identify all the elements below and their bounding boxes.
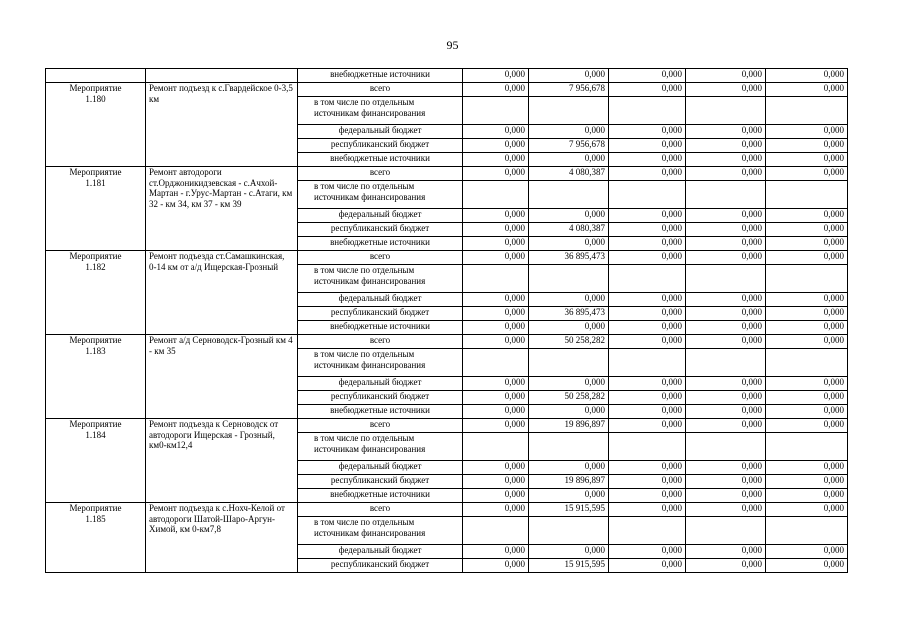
value-cell xyxy=(766,349,848,377)
funding-source: внебюджетные источники xyxy=(298,489,463,503)
value-cell xyxy=(686,265,766,293)
value-cell: 0,000 xyxy=(609,83,686,97)
funding-source: в том числе по отдельным источникам финансирования xyxy=(298,181,463,209)
value-cell: 0,000 xyxy=(609,209,686,223)
value-cell: 0,000 xyxy=(609,139,686,153)
value-cell: 50 258,282 xyxy=(529,335,609,349)
value-cell: 0,000 xyxy=(529,125,609,139)
event-label: Мероприятие xyxy=(69,167,122,177)
event-cell xyxy=(46,69,146,83)
value-cell: 0,000 xyxy=(463,461,529,475)
value-cell: 0,000 xyxy=(686,69,766,83)
value-cell: 0,000 xyxy=(686,125,766,139)
value-cell xyxy=(766,265,848,293)
value-cell: 0,000 xyxy=(686,209,766,223)
event-cell xyxy=(46,335,146,419)
value-cell: 0,000 xyxy=(686,405,766,419)
value-cell: 0,000 xyxy=(766,419,848,433)
value-cell: 0,000 xyxy=(766,461,848,475)
value-cell xyxy=(463,433,529,461)
value-cell: 0,000 xyxy=(463,377,529,391)
value-cell: 0,000 xyxy=(766,335,848,349)
value-cell: 0,000 xyxy=(766,237,848,251)
value-cell: 15 915,595 xyxy=(529,503,609,517)
value-cell: 4 080,387 xyxy=(529,167,609,181)
value-cell: 0,000 xyxy=(529,405,609,419)
value-cell xyxy=(686,433,766,461)
value-cell xyxy=(609,265,686,293)
value-cell: 0,000 xyxy=(766,307,848,321)
value-cell: 0,000 xyxy=(463,139,529,153)
value-cell: 0,000 xyxy=(766,405,848,419)
funding-source: в том числе по отдельным источникам финансирования xyxy=(298,265,463,293)
funding-source: федеральный бюджет xyxy=(298,545,463,559)
value-cell xyxy=(686,349,766,377)
value-cell: 0,000 xyxy=(686,251,766,265)
funding-source: внебюджетные источники xyxy=(298,153,463,167)
value-cell: 0,000 xyxy=(463,419,529,433)
funding-source: федеральный бюджет xyxy=(298,209,463,223)
funding-row xyxy=(46,503,848,517)
value-cell: 0,000 xyxy=(463,475,529,489)
event-number: 1.181 xyxy=(85,177,106,188)
value-cell: 0,000 xyxy=(609,405,686,419)
event-name: Ремонт подъезд к с.Гвардейское 0-3,5 км xyxy=(146,83,298,167)
value-cell: 0,000 xyxy=(609,307,686,321)
funding-source: республиканский бюджет xyxy=(298,139,463,153)
value-cell: 0,000 xyxy=(686,307,766,321)
funding-source: федеральный бюджет xyxy=(298,125,463,139)
value-cell: 15 915,595 xyxy=(529,559,609,573)
value-cell: 0,000 xyxy=(766,559,848,573)
funding-source: в том числе по отдельным источникам финансирования xyxy=(298,433,463,461)
value-cell: 0,000 xyxy=(609,475,686,489)
funding-source: в том числе по отдельным источникам финансирования xyxy=(298,349,463,377)
funding-source: республиканский бюджет xyxy=(298,307,463,321)
value-cell: 0,000 xyxy=(463,153,529,167)
value-cell: 0,000 xyxy=(463,489,529,503)
continuation-row xyxy=(46,69,848,83)
value-cell: 0,000 xyxy=(463,335,529,349)
value-cell: 0,000 xyxy=(463,405,529,419)
table-body xyxy=(46,69,848,573)
value-cell: 0,000 xyxy=(463,125,529,139)
value-cell: 0,000 xyxy=(766,391,848,405)
value-cell: 0,000 xyxy=(766,251,848,265)
value-cell: 7 956,678 xyxy=(529,139,609,153)
event-cell xyxy=(46,503,146,573)
value-cell xyxy=(463,97,529,125)
value-cell: 0,000 xyxy=(463,293,529,307)
value-cell: 0,000 xyxy=(609,545,686,559)
value-cell: 0,000 xyxy=(463,251,529,265)
event-name: Ремонт подъезда к Серноводск от автодороги Ищерская - Грозный, км0-км12,4 xyxy=(146,419,298,503)
funding-row xyxy=(46,167,848,181)
value-cell: 0,000 xyxy=(766,153,848,167)
funding-source: федеральный бюджет xyxy=(298,293,463,307)
value-cell: 0,000 xyxy=(463,559,529,573)
value-cell: 0,000 xyxy=(609,461,686,475)
funding-source-cell: внебюджетные источники xyxy=(298,69,463,83)
event-number: 1.185 xyxy=(85,513,106,524)
funding-source: всего xyxy=(298,335,463,349)
value-cell: 0,000 xyxy=(609,153,686,167)
event-number: 1.180 xyxy=(85,93,106,104)
value-cell: 0,000 xyxy=(463,69,529,83)
event-label: Мероприятие xyxy=(69,251,122,261)
value-cell: 0,000 xyxy=(766,223,848,237)
value-cell xyxy=(686,181,766,209)
funding-source: всего xyxy=(298,503,463,517)
value-cell: 0,000 xyxy=(529,545,609,559)
event-cell xyxy=(46,251,146,335)
value-cell xyxy=(766,517,848,545)
value-cell xyxy=(529,433,609,461)
value-cell xyxy=(529,265,609,293)
value-cell: 0,000 xyxy=(686,391,766,405)
value-cell: 0,000 xyxy=(609,293,686,307)
funding-source: внебюджетные источники xyxy=(298,321,463,335)
value-cell: 0,000 xyxy=(686,167,766,181)
value-cell: 0,000 xyxy=(686,335,766,349)
funding-source: федеральный бюджет xyxy=(298,377,463,391)
value-cell: 7 956,678 xyxy=(529,83,609,97)
value-cell xyxy=(529,97,609,125)
value-cell xyxy=(766,433,848,461)
value-cell xyxy=(609,97,686,125)
value-cell: 0,000 xyxy=(463,391,529,405)
value-cell: 0,000 xyxy=(463,321,529,335)
value-cell: 19 896,897 xyxy=(529,475,609,489)
value-cell xyxy=(766,181,848,209)
value-cell: 0,000 xyxy=(463,83,529,97)
funding-source: всего xyxy=(298,251,463,265)
value-cell: 0,000 xyxy=(766,139,848,153)
event-label: Мероприятие xyxy=(69,419,122,429)
value-cell: 0,000 xyxy=(686,237,766,251)
funding-source: республиканский бюджет xyxy=(298,391,463,405)
value-cell xyxy=(529,349,609,377)
value-cell: 0,000 xyxy=(686,503,766,517)
funding-source: всего xyxy=(298,167,463,181)
value-cell: 0,000 xyxy=(686,489,766,503)
value-cell: 0,000 xyxy=(609,237,686,251)
value-cell: 0,000 xyxy=(609,391,686,405)
value-cell xyxy=(609,181,686,209)
value-cell: 0,000 xyxy=(609,503,686,517)
value-cell: 0,000 xyxy=(766,69,848,83)
value-cell xyxy=(686,517,766,545)
value-cell: 0,000 xyxy=(609,335,686,349)
value-cell: 0,000 xyxy=(686,461,766,475)
value-cell: 0,000 xyxy=(609,377,686,391)
value-cell: 36 895,473 xyxy=(529,307,609,321)
value-cell xyxy=(463,517,529,545)
value-cell: 0,000 xyxy=(463,223,529,237)
funding-row xyxy=(46,335,848,349)
funding-source: всего xyxy=(298,419,463,433)
value-cell xyxy=(463,265,529,293)
budget-table xyxy=(45,68,848,573)
value-cell: 0,000 xyxy=(686,223,766,237)
event-label: Мероприятие xyxy=(69,335,122,345)
funding-source: в том числе по отдельным источникам финансирования xyxy=(298,517,463,545)
event-number: 1.182 xyxy=(85,261,106,272)
value-cell: 0,000 xyxy=(609,559,686,573)
funding-source: республиканский бюджет xyxy=(298,475,463,489)
value-cell: 0,000 xyxy=(766,209,848,223)
value-cell: 0,000 xyxy=(686,559,766,573)
funding-row xyxy=(46,83,848,97)
funding-source: всего xyxy=(298,83,463,97)
value-cell xyxy=(529,181,609,209)
value-cell: 4 080,387 xyxy=(529,223,609,237)
value-cell: 0,000 xyxy=(686,321,766,335)
value-cell: 0,000 xyxy=(529,69,609,83)
value-cell: 0,000 xyxy=(463,307,529,321)
funding-source: внебюджетные источники xyxy=(298,237,463,251)
value-cell: 0,000 xyxy=(529,293,609,307)
event-name: Ремонт автодороги ст.Орджоникидзевская - с.Ачхой-Мартан - г.Урус-Мартан - с.Атаги, км 32 - км 34, км 37 - км 39 xyxy=(146,167,298,251)
funding-row xyxy=(46,251,848,265)
value-cell xyxy=(609,349,686,377)
value-cell: 0,000 xyxy=(609,167,686,181)
value-cell: 36 895,473 xyxy=(529,251,609,265)
value-cell: 0,000 xyxy=(766,503,848,517)
value-cell: 0,000 xyxy=(463,209,529,223)
value-cell xyxy=(609,517,686,545)
value-cell: 0,000 xyxy=(609,489,686,503)
value-cell: 0,000 xyxy=(686,139,766,153)
value-cell: 0,000 xyxy=(609,125,686,139)
event-number: 1.183 xyxy=(85,345,106,356)
value-cell: 0,000 xyxy=(686,475,766,489)
value-cell: 0,000 xyxy=(766,377,848,391)
value-cell: 0,000 xyxy=(529,461,609,475)
event-label: Мероприятие xyxy=(69,83,122,93)
value-cell: 0,000 xyxy=(766,125,848,139)
value-cell xyxy=(463,349,529,377)
value-cell: 0,000 xyxy=(766,83,848,97)
value-cell: 0,000 xyxy=(609,69,686,83)
funding-source: республиканский бюджет xyxy=(298,559,463,573)
page-number: 95 xyxy=(446,38,459,52)
value-cell: 0,000 xyxy=(766,545,848,559)
value-cell: 0,000 xyxy=(529,489,609,503)
event-label: Мероприятие xyxy=(69,503,122,513)
value-cell: 0,000 xyxy=(766,167,848,181)
value-cell: 0,000 xyxy=(529,377,609,391)
value-cell: 0,000 xyxy=(609,223,686,237)
value-cell: 0,000 xyxy=(686,419,766,433)
value-cell: 0,000 xyxy=(686,153,766,167)
event-cell xyxy=(46,167,146,251)
event-name-cell xyxy=(146,69,298,83)
event-number: 1.184 xyxy=(85,429,106,440)
value-cell: 0,000 xyxy=(766,321,848,335)
event-name: Ремонт подъезда к с.Нохч-Келой от автодороги Шатой-Шаро-Аргун-Химой, км 0-км7,8 xyxy=(146,503,298,573)
value-cell: 0,000 xyxy=(609,251,686,265)
value-cell: 0,000 xyxy=(686,545,766,559)
value-cell: 0,000 xyxy=(463,545,529,559)
value-cell: 0,000 xyxy=(686,83,766,97)
funding-source: в том числе по отдельным источникам финансирования xyxy=(298,97,463,125)
value-cell: 0,000 xyxy=(609,419,686,433)
value-cell: 0,000 xyxy=(766,489,848,503)
event-name: Ремонт подъезда ст.Самашкинская, 0-14 км от а/д Ищерская-Грозный xyxy=(146,251,298,335)
value-cell xyxy=(529,517,609,545)
value-cell xyxy=(686,97,766,125)
value-cell xyxy=(463,181,529,209)
funding-source: республиканский бюджет xyxy=(298,223,463,237)
value-cell: 0,000 xyxy=(686,293,766,307)
funding-source: внебюджетные источники xyxy=(298,405,463,419)
value-cell: 50 258,282 xyxy=(529,391,609,405)
value-cell: 0,000 xyxy=(766,475,848,489)
event-name: Ремонт а/д Серноводск-Грозный км 4 - км 35 xyxy=(146,335,298,419)
funding-source: федеральный бюджет xyxy=(298,461,463,475)
value-cell: 0,000 xyxy=(463,237,529,251)
value-cell: 0,000 xyxy=(529,237,609,251)
value-cell xyxy=(766,97,848,125)
event-cell xyxy=(46,83,146,167)
value-cell: 0,000 xyxy=(766,293,848,307)
value-cell: 0,000 xyxy=(529,321,609,335)
value-cell xyxy=(609,433,686,461)
value-cell: 0,000 xyxy=(529,209,609,223)
value-cell: 0,000 xyxy=(609,321,686,335)
value-cell: 0,000 xyxy=(463,167,529,181)
value-cell: 0,000 xyxy=(463,503,529,517)
event-cell xyxy=(46,419,146,503)
value-cell: 19 896,897 xyxy=(529,419,609,433)
funding-row xyxy=(46,419,848,433)
value-cell: 0,000 xyxy=(529,153,609,167)
value-cell: 0,000 xyxy=(686,377,766,391)
